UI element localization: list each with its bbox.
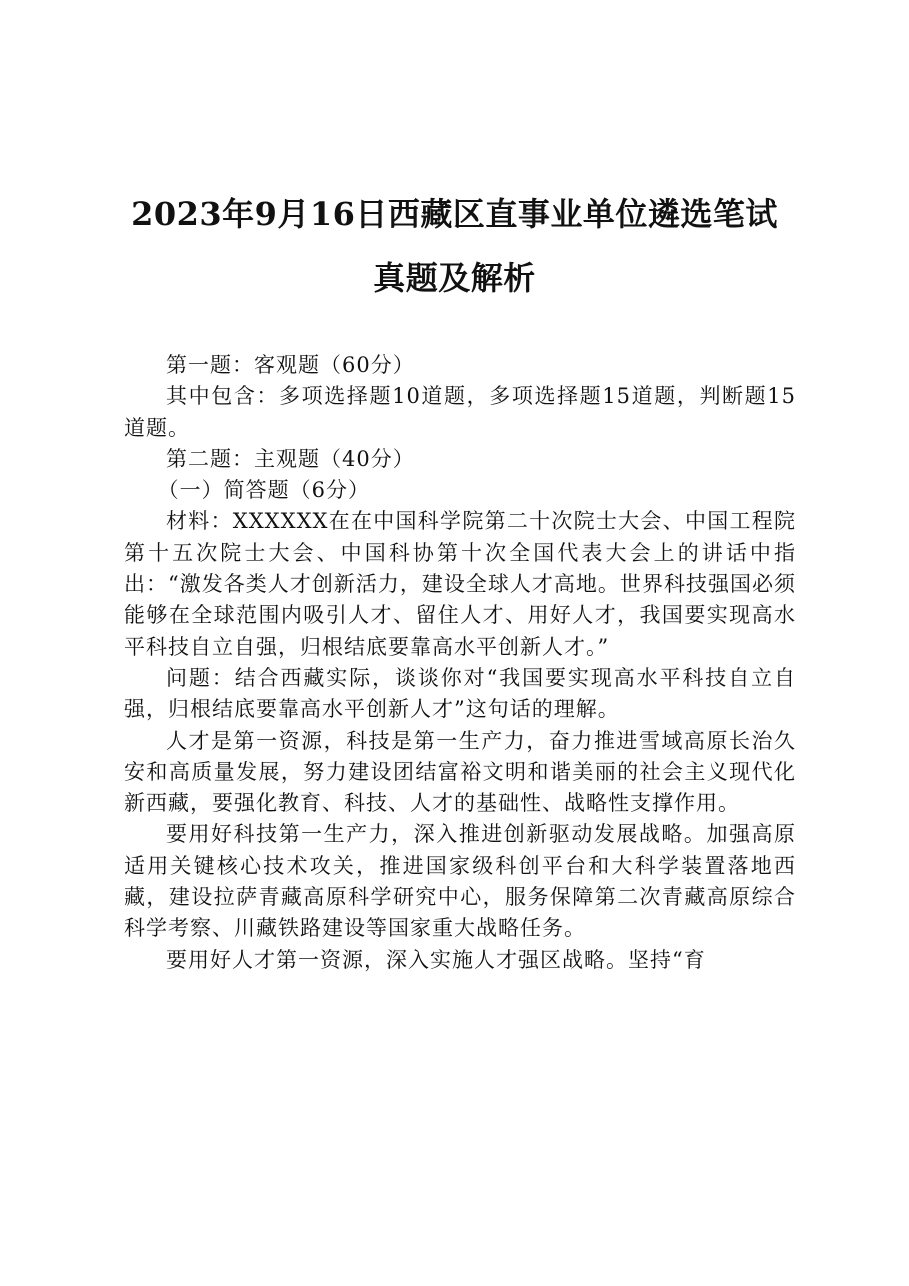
- title-line-1: 2023年9月16日西藏区直事业单位遴选笔试: [131, 195, 778, 233]
- answer-paragraph-3: 要用好人才第一资源，深入实施人才强区战略。坚持“育: [166, 947, 706, 972]
- answer-paragraph-2: 要用好科技第一生产力，深入推进创新驱动发展战略。加强高原适用关键核心技术攻关，推进国家级科创平台和大科学装置落地西藏，建设拉萨青藏高原科学研究中心，服务保障第二次青藏高原综合科学考察、川藏铁路建设等国家重大战略任务。: [124, 822, 796, 941]
- question-paragraph: 问题：结合西藏实际，谈谈你对“我国要实现高水平科技自立自强，归根结底要靠高水平创新人才”这句话的理解。: [124, 665, 796, 722]
- material-paragraph: 材料：XXXXXX在在中国科学院第二十次院士大会、中国工程院第十五次院士大会、中国科协第十次全国代表大会上的讲话中指出：“激发各类人才创新活力，建设全球人才高地。世界科技强国必须能够在全球范围内吸引人才、留住人才、用好人才，我国要实现高水平科技自立自强，归根结底要靠高水平创新人才。”: [124, 509, 796, 659]
- document-title: [100, 182, 809, 310]
- subsection-heading-short-answer: （一）简答题（6分）: [157, 478, 370, 503]
- title-line-2: 真题及解析: [373, 259, 536, 297]
- section-heading-subjective: 第二题：主观题（40分）: [166, 446, 415, 471]
- answer-paragraph-1: 人才是第一资源，科技是第一生产力，奋力推进雪域高原长治久安和高质量发展，努力建设团结富裕文明和谐美丽的社会主义现代化新西藏，要强化教育、科技、人才的基础性、战略性支撑作用。: [124, 728, 796, 816]
- document-body: [124, 350, 796, 976]
- objective-description: 其中包含：多项选择题10道题，多项选择题15道题，判断题15道题。: [124, 384, 796, 440]
- section-heading-objective: 第一题：客观题（60分）: [166, 353, 415, 377]
